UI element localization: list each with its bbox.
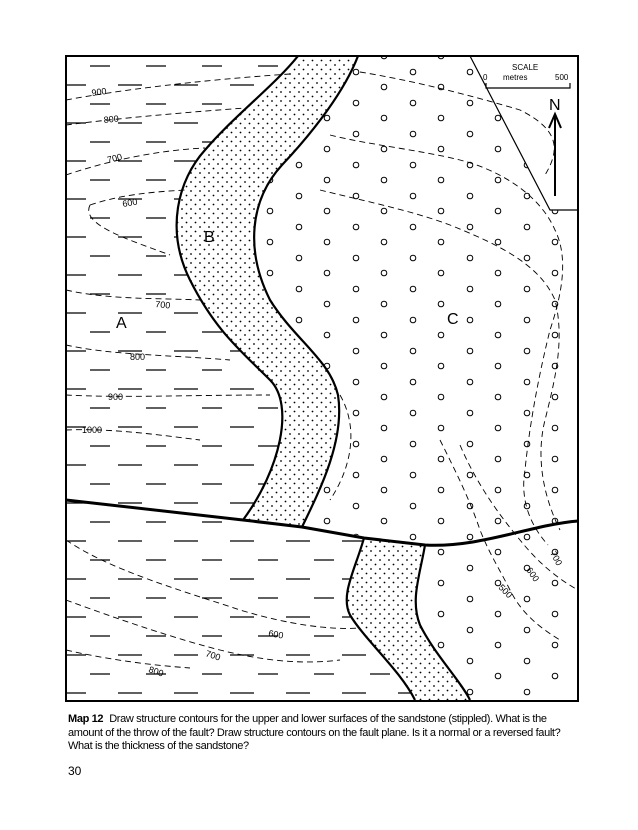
contour-label: 500 xyxy=(496,582,515,601)
north-label: N xyxy=(549,97,561,114)
scale-title: SCALE xyxy=(512,63,539,72)
contour-label: 700 xyxy=(204,648,222,663)
contour-label: 600 xyxy=(267,628,285,641)
contour-label: 800 xyxy=(147,664,165,679)
contour-label: 600 xyxy=(121,196,139,209)
unit-label-c: C xyxy=(447,311,459,328)
page-number: 30 xyxy=(68,764,82,778)
contour-label: 900 xyxy=(90,85,108,98)
scale-left-value: 0 xyxy=(483,73,488,82)
contour-label: 600 xyxy=(524,565,542,584)
caption-label: Map 12 xyxy=(68,713,104,725)
contour-label: 900 xyxy=(108,392,124,402)
map-caption xyxy=(68,713,578,754)
scale-right-value: 500 xyxy=(555,73,569,82)
scale-unit: metres xyxy=(503,73,528,82)
contour-label: 700 xyxy=(154,299,171,311)
contour-label: 800 xyxy=(130,352,146,362)
contour-label: 1000 xyxy=(82,425,103,435)
contour-label: 700 xyxy=(548,549,565,568)
contour-label: 700 xyxy=(106,151,124,165)
unit-label-a: A xyxy=(116,315,127,332)
contour-label: 800 xyxy=(103,113,120,125)
unit-label-b: B xyxy=(204,229,215,246)
caption-text: Draw structure contours for the upper and lower surfaces of the sandstone (stippled). What is the amount of the throw of the fault? Draw structure contours on the fault plane. Is it a normal or a reversed fault? What is the thickness of the sandstone? xyxy=(68,713,561,752)
